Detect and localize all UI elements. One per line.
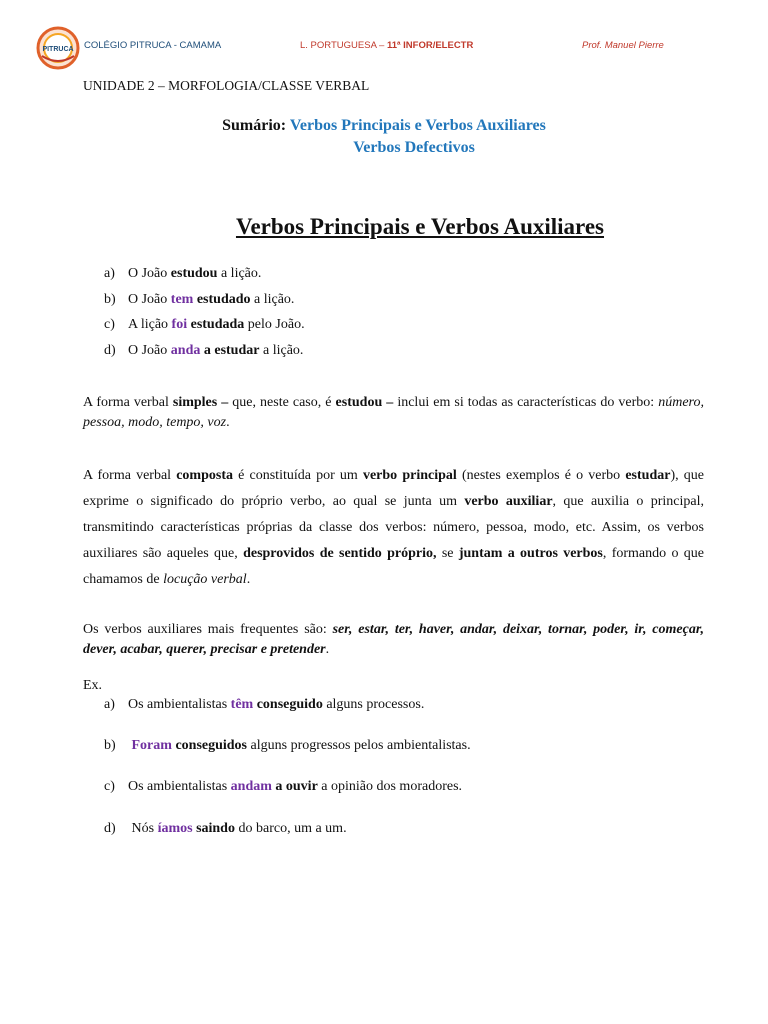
- list-item: [104, 343, 303, 359]
- text-run: , formando o que chamamos de: [83, 546, 704, 587]
- text-run: Os ambientalistas: [128, 697, 231, 712]
- list-item: [104, 738, 471, 754]
- text-run: inclui em si todas as características do verbo:: [393, 395, 659, 410]
- text-run: do barco, um a um.: [234, 821, 347, 836]
- text-run: a estudar: [203, 343, 260, 358]
- text-run: b): [104, 738, 116, 753]
- header-subject-class: 11ª INFOR/ELECTR: [386, 40, 474, 51]
- header-subject-prefix: L. PORTUGUESA –: [300, 40, 387, 51]
- text-run: pelo João.: [244, 317, 305, 332]
- logo-text: PITRUCA: [42, 46, 74, 53]
- text-run: simples –: [172, 395, 229, 410]
- header-subject: [300, 40, 473, 51]
- text-run: alguns progressos pelos ambientalistas.: [247, 738, 471, 753]
- summary-label: Sumário:: [222, 117, 290, 134]
- text-run: A forma verbal: [83, 468, 177, 483]
- list-item: [104, 779, 462, 795]
- text-run: a lição.: [217, 266, 262, 281]
- text-run: d): [104, 821, 116, 836]
- text-run: composta: [176, 468, 233, 483]
- header-professor: [582, 40, 664, 51]
- text-run: ), que exprime o significado do próprio verbo, ao qual se junta um: [83, 468, 704, 509]
- list-item: [104, 292, 294, 308]
- text-run: estudado: [196, 292, 251, 307]
- text-run: O João: [128, 266, 171, 281]
- text-run: c): [104, 317, 115, 332]
- text-run: íamos: [157, 821, 193, 836]
- paragraph-simple-form: [83, 393, 704, 433]
- text-run: estudar: [625, 468, 671, 483]
- text-run: anda: [170, 343, 201, 358]
- text-run: O João: [128, 292, 171, 307]
- text-run: estudou: [170, 266, 218, 281]
- text-run: .: [246, 572, 251, 587]
- text-run: estudou –: [335, 395, 394, 410]
- text-run: desprovidos de sentido próprio,: [243, 546, 437, 561]
- school-logo: [36, 26, 80, 70]
- text-run: c): [104, 779, 115, 794]
- text-run: verbo principal: [362, 468, 457, 483]
- text-run: A lição: [128, 317, 172, 332]
- examples-label: Ex.: [83, 678, 103, 693]
- text-run: Nós: [128, 821, 158, 836]
- list-item: [104, 266, 261, 282]
- page-title: Verbos Principais e Verbos Auxiliares: [235, 214, 605, 239]
- text-run: d): [104, 343, 116, 358]
- text-run: que, neste caso, é: [228, 395, 336, 410]
- text-run: é constituída por um: [233, 468, 363, 483]
- text-run: andam: [230, 779, 272, 794]
- header-prof-title: Prof.: [582, 40, 605, 51]
- text-run: a): [104, 266, 115, 281]
- text-run: conseguidos: [175, 738, 248, 753]
- text-run: Foram: [131, 738, 172, 753]
- text-run: foi: [171, 317, 188, 332]
- text-run: estudada: [190, 317, 245, 332]
- text-run: conseguido: [256, 697, 323, 712]
- text-run: tem: [170, 292, 194, 307]
- text-run: b): [104, 292, 116, 307]
- header-school: COLÉGIO PITRUCA - CAMAMA: [84, 40, 222, 51]
- text-run: verbo auxiliar: [464, 494, 553, 509]
- text-run: se: [436, 546, 459, 561]
- text-run: a ouvir: [275, 779, 318, 794]
- text-run: .: [226, 415, 230, 430]
- text-run: .: [325, 642, 330, 657]
- text-run: Os verbos auxiliares mais frequentes são:: [83, 622, 333, 637]
- list-item: [104, 821, 347, 837]
- unit-heading: UNIDADE 2 – MORFOLOGIA/CLASSE VERBAL: [83, 78, 370, 93]
- text-run: , que auxilia o principal, transmitindo características próprias da classe dos verbos: número, pessoa, modo, etc. Assim, os verbos auxiliares são aqueles que,: [83, 494, 704, 561]
- summary-item-2: Verbos Defectivos: [353, 139, 475, 156]
- text-run: a): [104, 697, 115, 712]
- text-run: (nestes exemplos é o verbo: [456, 468, 626, 483]
- text-run: locução verbal: [163, 572, 247, 587]
- list-item: [104, 697, 424, 713]
- text-run: a opinião dos moradores.: [317, 779, 463, 794]
- summary-line-2: [0, 139, 768, 157]
- text-run: alguns processos.: [322, 697, 425, 712]
- text-run: ser, estar, ter, haver, andar, deixar, tornar, poder, ir, começar, dever, acabar, querer, precisar e pretender: [83, 622, 705, 657]
- paragraph-compound-form: [83, 463, 704, 593]
- summary-line-1: [0, 117, 768, 135]
- header-prof-name: Manuel Pierre: [604, 40, 664, 51]
- text-run: número, pessoa, modo, tempo, voz: [83, 395, 704, 430]
- text-run: a lição.: [259, 343, 304, 358]
- text-run: O João: [128, 343, 171, 358]
- text-run: têm: [230, 697, 254, 712]
- text-run: A forma verbal: [83, 395, 173, 410]
- text-run: Os ambientalistas: [128, 779, 231, 794]
- text-run: saindo: [196, 821, 235, 836]
- list-item: [104, 317, 305, 333]
- text-run: juntam a outros verbos: [458, 546, 603, 561]
- summary-item-1: Verbos Principais e Verbos Auxiliares: [289, 117, 546, 134]
- text-run: a lição.: [250, 292, 295, 307]
- paragraph-frequent-auxiliaries: [83, 620, 704, 660]
